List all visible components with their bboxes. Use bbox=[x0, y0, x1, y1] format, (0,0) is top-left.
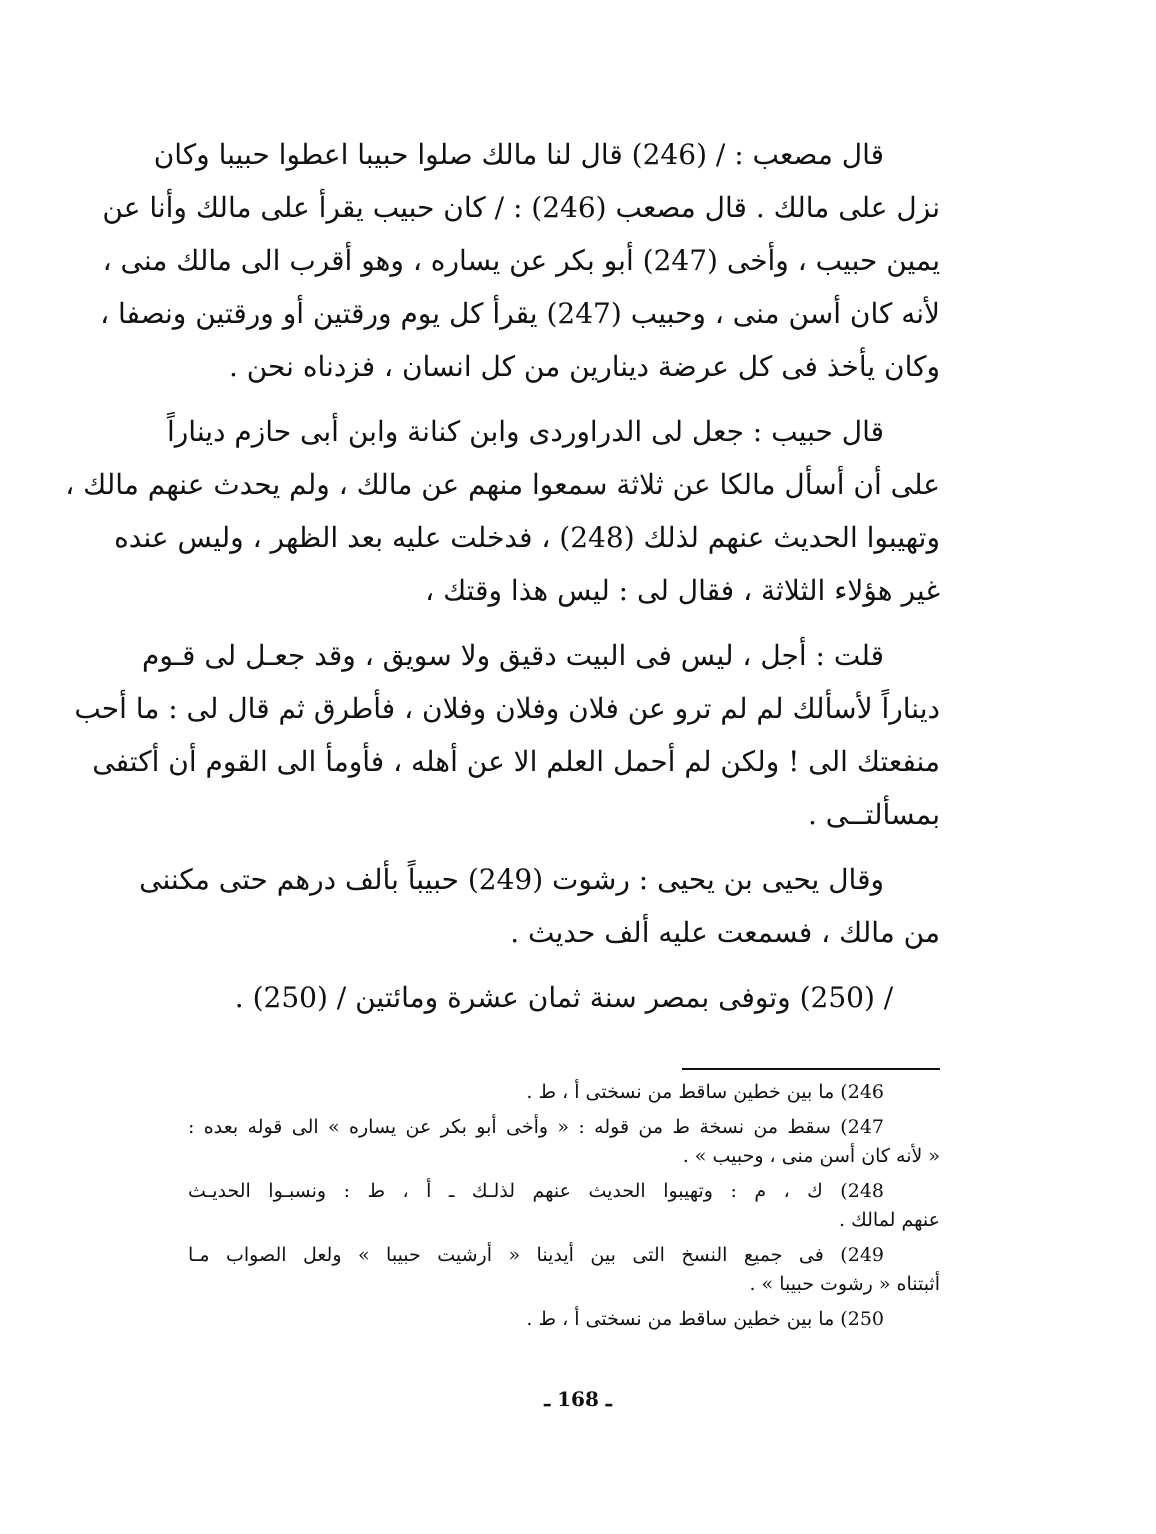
footnote bbox=[188, 1177, 940, 1235]
footnote bbox=[188, 1078, 940, 1107]
footnote-line: 250) ما بين خطين ساقط من نسختى أ ، ط . bbox=[526, 1308, 884, 1330]
paragraph bbox=[139, 853, 940, 959]
text-line: نزل على مالك . قال مصعب (246) : / كان حبيب يقرأ على مالك وأنا عن bbox=[102, 191, 940, 224]
paragraph bbox=[65, 405, 940, 617]
text-line: قال حبيب : جعل لى الدراوردى وابن كنانة وابن أبى حازم ديناراً bbox=[166, 415, 884, 448]
footnote-line: 249) فى جميع النسخ التى بين أيدينا « أرشيت حبيبا » ولعل الصواب مـا bbox=[188, 1244, 884, 1266]
text-line: منفعتك الى ! ولكن لم أحمل العلم الا عن أهله ، فأومأ الى القوم أن أكتفى bbox=[92, 745, 940, 778]
footnote-separator bbox=[682, 1068, 940, 1070]
text-line: قال مصعب : / (246) قال لنا مالك صلوا حبيبا اعطوا حبيبا وكان bbox=[153, 138, 884, 171]
text-line: من مالك ، فسمعت عليه ألف حديث . bbox=[510, 916, 940, 949]
page-number: ـ 168 ـ bbox=[544, 1387, 612, 1411]
footnotes bbox=[188, 1078, 940, 1340]
text-line: وقال يحيى بن يحيى : رشوت (249) حبيباً بألف درهم حتى مكننى bbox=[139, 863, 884, 896]
text-line: ديناراً لأسألك لم لم ترو عن فلان وفلان وفلان ، فأطرق ثم قال لى : ما أحب bbox=[74, 692, 940, 725]
paragraph bbox=[100, 128, 940, 393]
footnote-line: عنهم لمالك . bbox=[839, 1209, 940, 1231]
text-line: قلت : أجل ، ليس فى البيت دقيق ولا سويق ، وقد جعـل لى قـوم bbox=[142, 639, 884, 672]
text-line: وكان يأخذ فى كل عرضة دينارين من كل انسان ، فزدناه نحن . bbox=[228, 350, 940, 383]
text-line: يمين حبيب ، وأخى (247) أبو بكر عن يساره ، وهو أقرب الى مالك منى ، bbox=[102, 244, 940, 277]
text-line: وتهيبوا الحديث عنهم لذلك (248) ، فدخلت عليه بعد الظهر ، وليس عنده bbox=[114, 521, 940, 554]
footnote-line: « لأنه كان أسن منى ، وحبيب » . bbox=[682, 1145, 940, 1167]
footnote-line: 248) ك ، م : وتهيبوا الحديث عنهم لذلـك ـ أ ، ط : ونسبـوا الحديـث bbox=[188, 1180, 884, 1202]
footnote-line: أثبتناه « رشوت حبيبا » . bbox=[749, 1273, 940, 1295]
footnote-line: 247) سقط من نسخة ط من قوله : « وأخى أبو بكر عن يساره » الى قوله بعده : bbox=[188, 1116, 884, 1138]
footnote bbox=[188, 1305, 940, 1334]
text-line: بمسألتــى . bbox=[807, 798, 940, 831]
paragraph bbox=[74, 629, 940, 841]
text-line: على أن أسأل مالكا عن ثلاثة سمعوا منهم عن مالك ، ولم يحدث عنهم مالك ، bbox=[65, 468, 940, 501]
main-text bbox=[65, 128, 940, 1036]
text-line: لأنه كان أسن منى ، وحبيب (247) يقرأ كل يوم ورقتين أو ورقتين ونصفا ، bbox=[100, 297, 940, 330]
text-line: / (250) وتوفى بمصر سنة ثمان عشرة ومائتين / (250) . bbox=[234, 981, 894, 1014]
footnote-line: 246) ما بين خطين ساقط من نسختى أ ، ط . bbox=[526, 1081, 884, 1103]
footnote bbox=[188, 1241, 940, 1299]
paragraph bbox=[188, 971, 940, 1024]
footnote bbox=[188, 1113, 940, 1171]
text-line: غير هؤلاء الثلاثة ، فقال لى : ليس هذا وقتك ، bbox=[425, 574, 940, 607]
